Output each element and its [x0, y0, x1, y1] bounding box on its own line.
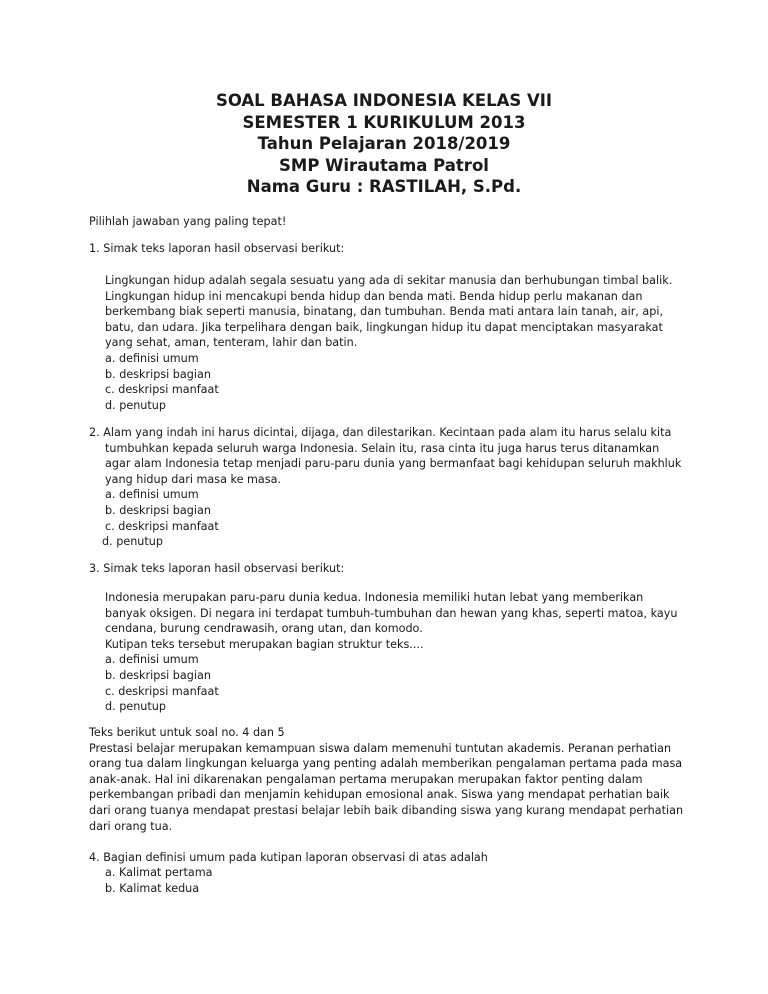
header-title: SOAL BAHASA INDONESIA KELAS VII [215, 91, 553, 110]
question-3-passage [105, 590, 677, 715]
passage-line: orang tua dalam lingkungan keluarga yang penting adalah memberikan pengalaman pertama pada masa [89, 757, 683, 771]
question-4-options [105, 865, 212, 896]
passage-line: banyak oksigen. Di negara ini terdapat tumbuh-tumbuhan dan hewan yang khas, seperti matoa, kayu [105, 606, 678, 620]
question-2-line: 2. Alam yang indah ini harus dicintai, dijaga, dan dilestarikan. Kecintaan pada alam itu harus selalu kita [89, 426, 672, 439]
passage-line: dari orang tua. [89, 819, 173, 833]
option-b: b. Kalimat kedua [105, 881, 200, 895]
passage-line: berkembang biak seperti manusia, binatang, dan tumbuhan. Benda mati antara lain tanah, air, api, [105, 305, 664, 319]
option-a: a. definisi umum [105, 351, 199, 365]
option-a: a. definisi umum [105, 488, 199, 502]
instruction: Pilihlah jawaban yang paling tepat! [89, 215, 287, 228]
passage-line: Lingkungan hidup ini mencakupi benda hidup dan benda mati. Benda hidup perlu makanan dan [105, 289, 643, 303]
reading-passage [89, 725, 683, 834]
passage-line: batu, dan udara. Jika terpelihara dengan baik, lingkungan hidup itu dapat menciptakan masyarakat [105, 320, 663, 334]
option-b: b. deskripsi bagian [105, 668, 211, 682]
passage-line: Lingkungan hidup adalah segala sesuatu yang ada di sekitar manusia dan berhubungan timbal balik. [105, 274, 673, 287]
option-b: b. deskripsi bagian [105, 367, 211, 381]
option-d: d. penutup [105, 700, 166, 714]
passage-line: dari orang tuanya mendapat prestasi belajar lebih baik dibanding siswa yang kurang mendapat perhatian [89, 803, 684, 817]
question-2-line: tumbuhkan kepada seluruh warga Indonesia. Selain itu, rasa cinta itu juga harus terus ditanamkan [105, 441, 660, 455]
header-semester: SEMESTER 1 KURIKULUM 2013 [242, 112, 526, 132]
option-c: c. deskripsi manfaat [105, 684, 219, 698]
option-c: c. deskripsi manfaat [105, 383, 219, 397]
passage-line: yang sehat, aman, tenteram, lahir dan batin. [105, 336, 358, 350]
question-2-line: agar alam Indonesia tetap menjadi paru-paru dunia yang bermanfaat bagi kehidupan seluruh makhluk [105, 457, 682, 471]
header-school-name: SMP Wirautama Patrol [279, 155, 489, 175]
option-c: c. deskripsi manfaat [105, 519, 219, 533]
option-d: d. penutup [102, 535, 163, 549]
passage-line: cendana, burung cendrawasih, orang utan, dan komodo. [105, 622, 423, 636]
option-d: d. penutup [105, 398, 166, 412]
option-b: b. deskripsi bagian [105, 503, 211, 517]
question-1-passage [105, 273, 672, 413]
passage-line: Prestasi belajar merupakan kemampuan siswa dalam memenuhi tuntutan akademis. Peranan perhatian [89, 741, 672, 755]
question-2-line: yang hidup dari masa ke masa. [105, 472, 282, 486]
document-header [0, 90, 768, 198]
passage-line: anak-anak. Hal ini dikarenakan pengalaman pertama merupakan merupakan faktor penting dalam [89, 772, 643, 786]
passage-line: perkembangan pribadi dan menjamin kehidupan emosional anak. Siswa yang mendapat perhatian baik [89, 788, 670, 802]
header-school-year: Tahun Pelajaran 2018/2019 [257, 134, 511, 153]
passage-line: Indonesia merupakan paru-paru dunia kedua. Indonesia memiliki hutan lebat yang memberikan [105, 591, 644, 604]
option-a: a. Kalimat pertama [105, 866, 213, 879]
passage-heading: Teks berikut untuk soal no. 4 dan 5 [89, 726, 285, 739]
passage-line: Kutipan teks tersebut merupakan bagian struktur teks.... [105, 637, 424, 651]
question-2 [89, 425, 681, 550]
question-1: 1. Simak teks laporan hasil observasi berikut: [89, 242, 345, 255]
option-a: a. definisi umum [105, 653, 199, 667]
header-teacher-name: Nama Guru : RASTILAH, S.Pd. [246, 177, 522, 196]
question-4: 4. Bagian definisi umum pada kutipan laporan observasi di atas adalah [89, 851, 488, 864]
question-3: 3. Simak teks laporan hasil observasi berikut: [89, 562, 345, 575]
